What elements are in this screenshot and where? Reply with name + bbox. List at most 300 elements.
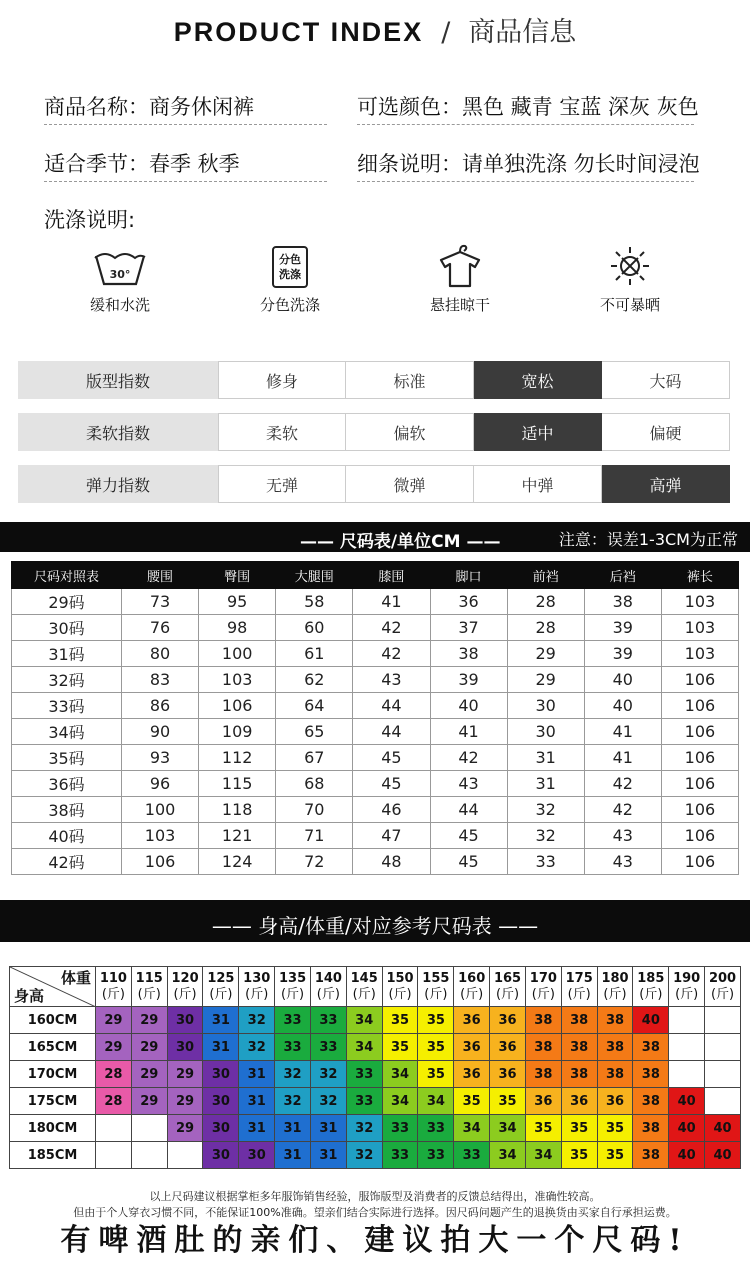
- size-table-header-cell: 腰围: [122, 562, 199, 589]
- index-option: 偏软: [346, 413, 474, 451]
- care-label: 悬挂晾干: [429, 296, 490, 314]
- size-cell: 32: [239, 1034, 275, 1061]
- size-cell: 103: [661, 589, 738, 615]
- title-cn: 商品信息: [468, 17, 577, 48]
- size-cell: 83: [122, 667, 199, 693]
- weight-header: [418, 967, 454, 1007]
- table-row: [12, 615, 739, 641]
- care-item: [50, 242, 190, 315]
- size-cell: 39: [584, 641, 661, 667]
- weight-header: [705, 967, 741, 1007]
- weight-value: 165: [493, 970, 522, 986]
- size-cell: 41: [430, 719, 507, 745]
- size-cell: 43: [584, 823, 661, 849]
- weight-header: [96, 967, 132, 1007]
- weight-value: 140: [314, 970, 342, 986]
- size-cell: 31: [203, 1007, 239, 1034]
- weight-header: [669, 967, 705, 1007]
- size-cell: 33: [507, 849, 584, 875]
- size-cell: 34码: [12, 719, 122, 745]
- table-row: [12, 719, 739, 745]
- size-cell: 67: [276, 745, 353, 771]
- table-row: [10, 1142, 741, 1169]
- size-cell: 35: [490, 1088, 526, 1115]
- size-cell: 61: [276, 641, 353, 667]
- size-cell: 38: [633, 1142, 669, 1169]
- size-cell: 38: [633, 1088, 669, 1115]
- hw-corner: [10, 967, 96, 1007]
- size-cell: 40: [430, 693, 507, 719]
- size-cell: 36码: [12, 771, 122, 797]
- index-option: 修身: [218, 361, 346, 399]
- weight-value: 120: [171, 970, 199, 986]
- size-cell: 36: [490, 1007, 526, 1034]
- size-table-header: [12, 562, 739, 589]
- size-cell: 103: [661, 641, 738, 667]
- weight-value: 185: [637, 970, 665, 986]
- table-row: [12, 849, 739, 875]
- size-cell: 42: [353, 641, 430, 667]
- weight-header: [561, 967, 597, 1007]
- table-row: [10, 1007, 741, 1034]
- size-cell: 40: [669, 1142, 705, 1169]
- weight-value: 155: [422, 970, 450, 986]
- weight-unit: (斤): [710, 986, 735, 1002]
- size-cell: 31: [507, 771, 584, 797]
- size-cell: 33: [382, 1142, 418, 1169]
- weight-header: [131, 967, 167, 1007]
- size-cell: 33: [418, 1142, 454, 1169]
- size-cell: 31: [310, 1142, 346, 1169]
- size-cell: 33: [382, 1115, 418, 1142]
- size-cell: 100: [199, 641, 276, 667]
- size-cell: 35: [525, 1115, 561, 1142]
- wash-title: 洗涤说明:: [44, 208, 136, 232]
- table-row: [10, 1115, 741, 1142]
- size-cell: 31: [275, 1142, 311, 1169]
- page-title: [0, 10, 750, 49]
- size-cell: 38: [597, 1034, 633, 1061]
- size-cell: 30: [507, 719, 584, 745]
- size-cell: 106: [661, 667, 738, 693]
- care-icons: [50, 242, 700, 315]
- size-cell: 40码: [12, 823, 122, 849]
- size-cell: 106: [661, 823, 738, 849]
- size-cell: 39: [584, 615, 661, 641]
- size-cell: 33码: [12, 693, 122, 719]
- size-cell: 33: [310, 1007, 346, 1034]
- weight-header: [310, 967, 346, 1007]
- size-table-header-cell: 后裆: [584, 562, 661, 589]
- weight-unit: (斤): [101, 986, 125, 1002]
- size-cell: 29: [507, 667, 584, 693]
- size-cell: 34: [346, 1007, 382, 1034]
- size-cell: 45: [353, 771, 430, 797]
- size-chart-header: [0, 522, 750, 552]
- size-cell: 32: [507, 823, 584, 849]
- size-cell: 32: [346, 1142, 382, 1169]
- height-label: 170CM: [10, 1061, 96, 1088]
- product-colors: 可选颜色：黑色 藏青 宝蓝 深灰 灰色: [357, 95, 699, 119]
- size-cell: 42码: [12, 849, 122, 875]
- size-cell: 38: [561, 1007, 597, 1034]
- size-cell: 34: [382, 1088, 418, 1115]
- index-label: 弹力指数: [18, 465, 218, 503]
- weight-unit: (斤): [675, 986, 699, 1002]
- size-cell: 70: [276, 797, 353, 823]
- size-cell: 109: [199, 719, 276, 745]
- size-cell: 35: [382, 1034, 418, 1061]
- size-cell: 33: [275, 1007, 311, 1034]
- svg-text:30°: 30°: [109, 268, 131, 281]
- weight-unit: (斤): [495, 986, 520, 1002]
- size-cell: 32: [310, 1061, 346, 1088]
- size-cell: 106: [661, 797, 738, 823]
- weight-unit: (斤): [137, 986, 161, 1002]
- weight-unit: (斤): [424, 986, 448, 1002]
- weight-header: [203, 967, 239, 1007]
- size-cell: 106: [661, 771, 738, 797]
- size-cell: 38: [525, 1061, 561, 1088]
- divider: [44, 181, 327, 182]
- size-cell: 32: [275, 1061, 311, 1088]
- table-row: [10, 1061, 741, 1088]
- slogan: 有啤酒肚的亲们、建议拍大一个尺码!: [60, 1223, 690, 1258]
- size-cell: 43: [353, 667, 430, 693]
- size-cell: 28: [96, 1061, 132, 1088]
- weight-header: [525, 967, 561, 1007]
- size-cell: 34: [418, 1088, 454, 1115]
- size-cell: [131, 1115, 167, 1142]
- size-cell: 106: [661, 745, 738, 771]
- size-cell: 44: [430, 797, 507, 823]
- size-cell: 106: [661, 849, 738, 875]
- weight-unit: (斤): [460, 986, 484, 1002]
- note-line: 但由于个人穿衣习惯不同，不能保证100%准确。望亲们结合实际进行选择。因尺码问题产生的退换货由买家自行承担运费。: [73, 1206, 677, 1219]
- size-cell: 28: [507, 589, 584, 615]
- size-cell: 33: [346, 1061, 382, 1088]
- size-cell: 80: [122, 641, 199, 667]
- size-cell: 32: [239, 1007, 275, 1034]
- size-cell: 34: [346, 1034, 382, 1061]
- title-separator: /: [441, 17, 451, 48]
- size-cell: 36: [561, 1088, 597, 1115]
- size-cell: 30: [203, 1061, 239, 1088]
- size-cell: 36: [490, 1034, 526, 1061]
- size-cell: 73: [122, 589, 199, 615]
- weight-unit: (斤): [567, 986, 591, 1002]
- size-cell: 31: [239, 1061, 275, 1088]
- divider: [357, 124, 694, 125]
- weight-value: 125: [207, 970, 235, 986]
- index-option: 中弹: [474, 465, 602, 503]
- size-cell: 31码: [12, 641, 122, 667]
- size-cell: 62: [276, 667, 353, 693]
- size-cell: 32码: [12, 667, 122, 693]
- weight-header: [454, 967, 490, 1007]
- size-table-header-cell: 膝围: [353, 562, 430, 589]
- size-cell: 40: [584, 667, 661, 693]
- size-cell: 42: [430, 745, 507, 771]
- size-cell: [705, 1061, 741, 1088]
- weight-header: [382, 967, 418, 1007]
- size-cell: 41: [584, 745, 661, 771]
- care-label: 分色洗涤: [259, 296, 320, 314]
- size-cell: 95: [199, 589, 276, 615]
- size-cell: 29: [131, 1061, 167, 1088]
- size-cell: 31: [507, 745, 584, 771]
- size-cell: 45: [430, 823, 507, 849]
- size-cell: 38码: [12, 797, 122, 823]
- weight-header: [239, 967, 275, 1007]
- size-cell: 33: [454, 1142, 490, 1169]
- size-cell: 38: [525, 1007, 561, 1034]
- size-cell: 34: [490, 1115, 526, 1142]
- size-cell: 35: [597, 1142, 633, 1169]
- title-en: PRODUCT INDEX: [173, 17, 424, 47]
- size-cell: 35: [382, 1007, 418, 1034]
- size-cell: 93: [122, 745, 199, 771]
- size-cell: 42: [584, 771, 661, 797]
- size-cell: [669, 1034, 705, 1061]
- size-table-header-cell: 脚口: [430, 562, 507, 589]
- size-cell: 38: [561, 1034, 597, 1061]
- size-cell: 32: [275, 1088, 311, 1115]
- size-cell: 43: [430, 771, 507, 797]
- size-cell: 103: [199, 667, 276, 693]
- weight-value: 170: [529, 970, 557, 986]
- size-cell: 38: [633, 1034, 669, 1061]
- index-option: 标准: [346, 361, 474, 399]
- table-row: [12, 589, 739, 615]
- index-label: 版型指数: [18, 361, 218, 399]
- height-label: 165CM: [10, 1034, 96, 1061]
- size-cell: 40: [705, 1142, 741, 1169]
- size-cell: 31: [275, 1115, 311, 1142]
- size-cell: 40: [669, 1088, 705, 1115]
- size-chart-title: —— 尺码表/单位CM ——: [300, 532, 501, 552]
- size-cell: 39: [430, 667, 507, 693]
- size-table: [11, 561, 739, 875]
- size-cell: 115: [199, 771, 276, 797]
- size-cell: 31: [310, 1115, 346, 1142]
- weight-value: 110: [99, 970, 127, 986]
- weight-value: 145: [350, 970, 378, 986]
- weight-header: [167, 967, 203, 1007]
- index-option: 偏硬: [602, 413, 730, 451]
- size-cell: 34: [382, 1061, 418, 1088]
- corner-weight-label: 体重: [60, 969, 91, 987]
- weight-value: 190: [673, 970, 701, 986]
- weight-value: 200: [708, 970, 737, 986]
- weight-value: 135: [278, 970, 307, 986]
- size-cell: 112: [199, 745, 276, 771]
- size-cell: 34: [490, 1142, 526, 1169]
- weight-value: 130: [243, 970, 271, 986]
- index-option-selected: 适中: [474, 413, 602, 451]
- size-cell: 38: [633, 1061, 669, 1088]
- size-cell: 36: [490, 1061, 526, 1088]
- size-cell: [669, 1061, 705, 1088]
- weight-value: 115: [135, 970, 163, 986]
- size-cell: 106: [199, 693, 276, 719]
- table-row: [10, 1034, 741, 1061]
- size-cell: 121: [199, 823, 276, 849]
- size-cell: 29: [131, 1034, 167, 1061]
- care-label: 不可暴晒: [599, 296, 660, 314]
- table-row: [12, 641, 739, 667]
- size-cell: 30: [203, 1142, 239, 1169]
- size-cell: [167, 1142, 203, 1169]
- size-cell: 29: [507, 641, 584, 667]
- care-item: [390, 242, 530, 315]
- size-cell: 35: [418, 1007, 454, 1034]
- table-row: [12, 823, 739, 849]
- index-option: 柔软: [218, 413, 346, 451]
- size-cell: 60: [276, 615, 353, 641]
- size-cell: 30: [203, 1115, 239, 1142]
- weight-unit: (斤): [531, 986, 555, 1002]
- size-cell: 34: [525, 1142, 561, 1169]
- product-season: 适合季节：春季 秋季: [44, 152, 240, 176]
- weight-header: [597, 967, 633, 1007]
- size-cell: 100: [122, 797, 199, 823]
- index-option: 微弹: [346, 465, 474, 503]
- size-table-header-cell: 裤长: [661, 562, 738, 589]
- size-cell: 58: [276, 589, 353, 615]
- index-label: 柔软指数: [18, 413, 218, 451]
- size-cell: 106: [122, 849, 199, 875]
- no-sun-icon: [560, 242, 700, 288]
- size-cell: 28: [96, 1088, 132, 1115]
- table-row: [12, 797, 739, 823]
- height-label: 180CM: [10, 1115, 96, 1142]
- weight-value: 160: [458, 970, 486, 986]
- weight-unit: (斤): [316, 986, 340, 1002]
- size-cell: 44: [353, 693, 430, 719]
- separate-wash-icon: 分色 洗涤: [220, 242, 360, 288]
- size-cell: 35码: [12, 745, 122, 771]
- weight-unit: (斤): [639, 986, 663, 1002]
- hw-chart-title: —— 身高/体重/对应参考尺码表 ——: [211, 914, 539, 938]
- size-cell: 71: [276, 823, 353, 849]
- weight-header: [490, 967, 526, 1007]
- product-name: 商品名称：商务休闲裤: [44, 95, 254, 119]
- hw-chart-header: [0, 900, 750, 942]
- height-label: 175CM: [10, 1088, 96, 1115]
- index-option: 大码: [602, 361, 730, 399]
- size-chart-note: 注意：误差1-3CM为正常: [558, 530, 738, 549]
- size-cell: 48: [353, 849, 430, 875]
- size-cell: 30: [507, 693, 584, 719]
- size-cell: 32: [310, 1088, 346, 1115]
- size-cell: [705, 1088, 741, 1115]
- corner-height-label: 身高: [14, 987, 45, 1005]
- size-cell: 45: [430, 849, 507, 875]
- weight-unit: (斤): [209, 986, 233, 1002]
- hw-header-row: [10, 967, 741, 1007]
- table-row: [12, 745, 739, 771]
- size-cell: 36: [454, 1007, 490, 1034]
- size-cell: 38: [561, 1061, 597, 1088]
- size-cell: 65: [276, 719, 353, 745]
- size-cell: 31: [203, 1034, 239, 1061]
- washtub-30-icon: [50, 242, 190, 288]
- size-cell: 42: [584, 797, 661, 823]
- size-cell: 118: [199, 797, 276, 823]
- size-cell: 29: [96, 1007, 132, 1034]
- size-cell: 46: [353, 797, 430, 823]
- size-cell: 36: [454, 1034, 490, 1061]
- size-cell: 35: [561, 1115, 597, 1142]
- size-cell: 30: [167, 1007, 203, 1034]
- size-cell: [705, 1034, 741, 1061]
- weight-unit: (斤): [603, 986, 627, 1002]
- size-cell: [96, 1142, 132, 1169]
- weight-value: 175: [565, 970, 593, 986]
- size-cell: [669, 1007, 705, 1034]
- size-cell: 29: [167, 1115, 203, 1142]
- index-option: 无弹: [218, 465, 346, 503]
- size-cell: 43: [584, 849, 661, 875]
- size-cell: 86: [122, 693, 199, 719]
- divider: [357, 181, 694, 182]
- care-label: 缓和水洗: [89, 296, 150, 314]
- size-cell: 90: [122, 719, 199, 745]
- size-cell: 36: [430, 589, 507, 615]
- size-cell: 38: [430, 641, 507, 667]
- care-item: [220, 242, 360, 315]
- hanging-dry-icon: [390, 242, 530, 288]
- weight-unit: (斤): [280, 986, 305, 1002]
- divider: [44, 124, 327, 125]
- height-label: 185CM: [10, 1142, 96, 1169]
- height-label: 160CM: [10, 1007, 96, 1034]
- weight-header: [346, 967, 382, 1007]
- weight-unit: (斤): [388, 986, 412, 1002]
- size-cell: 36: [525, 1088, 561, 1115]
- elasticity-index-row: [18, 465, 731, 503]
- size-cell: 106: [661, 693, 738, 719]
- table-row: [12, 771, 739, 797]
- size-cell: 64: [276, 693, 353, 719]
- index-option-selected: 宽松: [474, 361, 602, 399]
- size-cell: 68: [276, 771, 353, 797]
- size-cell: 40: [584, 693, 661, 719]
- size-cell: 124: [199, 849, 276, 875]
- size-cell: 31: [239, 1115, 275, 1142]
- weight-header: [633, 967, 669, 1007]
- size-cell: 30: [167, 1034, 203, 1061]
- size-cell: [705, 1007, 741, 1034]
- size-cell: 40: [633, 1007, 669, 1034]
- size-cell: 32: [346, 1115, 382, 1142]
- size-cell: 34: [454, 1115, 490, 1142]
- size-cell: 103: [661, 615, 738, 641]
- size-cell: 33: [310, 1034, 346, 1061]
- size-cell: 29: [167, 1061, 203, 1088]
- weight-unit: (斤): [173, 986, 197, 1002]
- size-cell: 29: [167, 1088, 203, 1115]
- size-cell: 72: [276, 849, 353, 875]
- size-cell: 38: [584, 589, 661, 615]
- size-cell: 98: [199, 615, 276, 641]
- size-cell: 41: [353, 589, 430, 615]
- size-cell: 40: [705, 1115, 741, 1142]
- size-cell: 38: [525, 1034, 561, 1061]
- care-item: [560, 242, 700, 315]
- size-cell: 42: [353, 615, 430, 641]
